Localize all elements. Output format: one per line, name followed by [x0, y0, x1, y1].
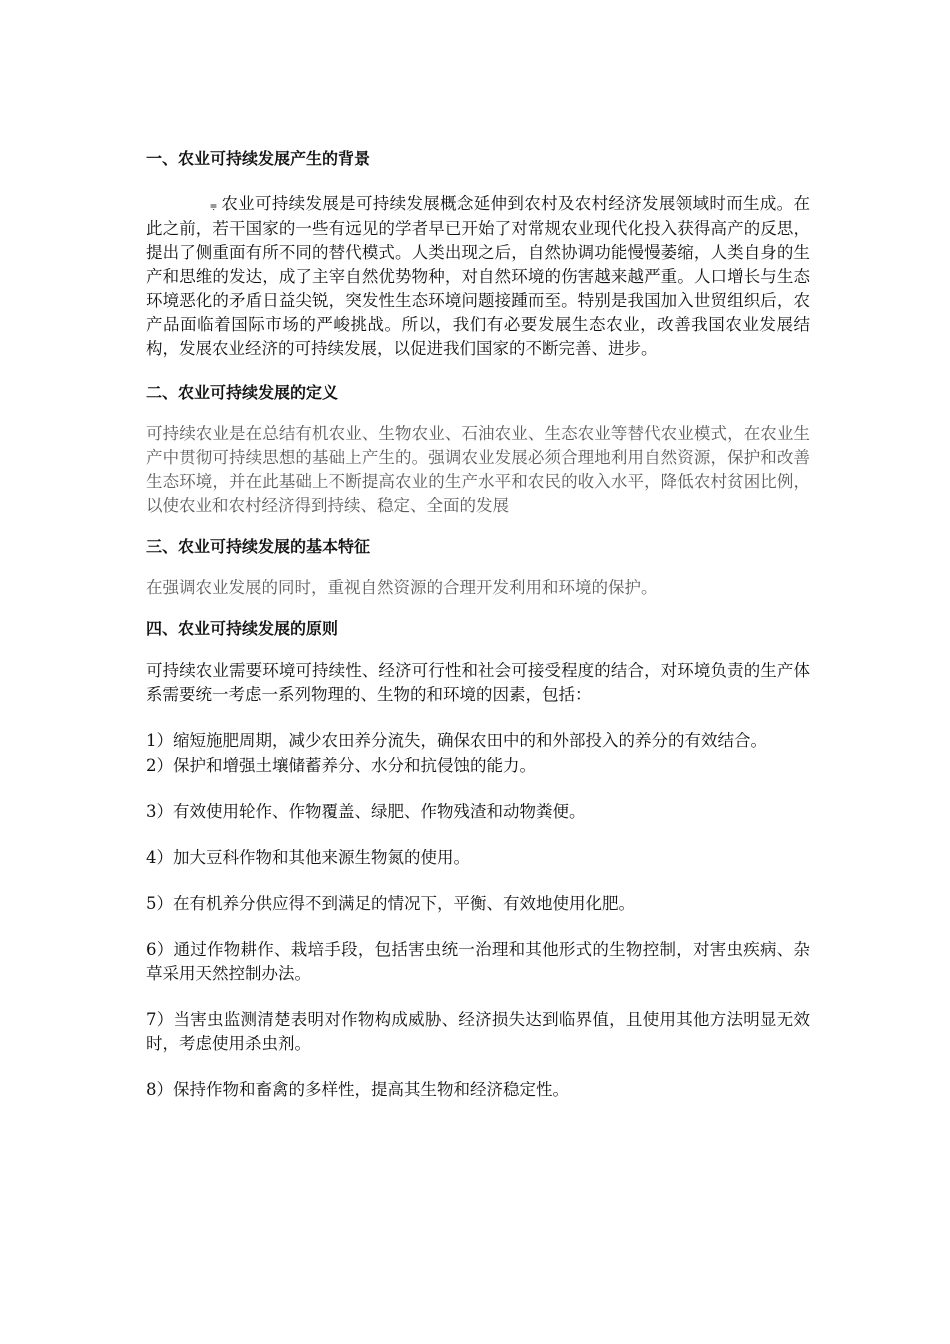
principle-item-1: 1）缩短施肥周期，减少农田养分流失，确保农田中的和外部投入的养分的有效结合。 — [146, 731, 767, 750]
principle-item-3: 3）有效使用轮作、作物覆盖、绿肥、作物残渣和动物粪便。 — [146, 802, 586, 821]
section-3-body: 在强调农业发展的同时，重视自然资源的合理开发利用和环境的保护。 — [146, 578, 658, 597]
paragraph-mark-icon: ⩦ — [210, 198, 218, 212]
principle-item-8: 8）保持作物和畜禽的多样性，提高其生物和经济稳定性。 — [146, 1080, 569, 1099]
section-4-intro: 可持续农业需要环境可持续性、经济可行性和社会可接受程度的结合，对环境负责的生产体系需要统一考虑一系列物理的、生物的和环境的因素，包括： — [146, 661, 810, 704]
principle-item-5: 5）在有机养分供应得不到满足的情况下，平衡、有效地使用化肥。 — [146, 894, 635, 913]
section-2-body: 可持续农业是在总结有机农业、生物农业、石油农业、生态农业等替代农业模式，在农业生产中贯彻可持续思想的基础上产生的。强调农业发展必须合理地利用自然资源，保护和改善生态环境，并在此基础上不断提高农业的生产水平和农民的收入水平，降低农村贫困比例，以使农业和农村经济得到持续、稳定、全面的发展 — [146, 424, 810, 515]
principle-item-4: 4）加大豆科作物和其他来源生物氮的使用。 — [146, 848, 470, 867]
section-2-heading: 二、农业可持续发展的定义 — [146, 383, 339, 402]
principle-item-2: 2）保护和增强土壤储蓄养分、水分和抗侵蚀的能力。 — [146, 756, 536, 775]
principle-item-7: 7）当害虫监测清楚表明对作物构成威胁、经济损失达到临界值，且使用其他方法明显无效时，考虑使用杀虫剂。 — [146, 1010, 810, 1053]
section-4-heading: 四、农业可持续发展的原则 — [146, 619, 339, 638]
document-content — [146, 147, 810, 1102]
principle-item-6: 6）通过作物耕作、栽培手段，包括害虫统一治理和其他形式的生物控制，对害虫疾病、杂草采用天然控制办法。 — [146, 940, 810, 983]
section-1-body — [146, 192, 810, 361]
section-1-heading: 一、农业可持续发展产生的背景 — [146, 149, 371, 168]
section-1-body-text: 农业可持续发展是可持续发展概念延伸到农村及农村经济发展领域时而生成。在此之前，若干国家的一些有远见的学者早已开始了对常规农业现代化投入获得高产的反思，提出了侧重面有所不同的替代模式。人类出现之后，自然协调功能慢慢萎缩，人类自身的生产和思维的发达，成了主宰自然优势物种，对自然环境的伤害越来越严重。人口增长与生态环境恶化的矛盾日益尖锐，突发性生态环境问题接踵而至。特别是我国加入世贸组织后，农产品面临着国际市场的严峻挑战。所以，我们有必要发展生态农业，改善我国农业发展结构，发展农业经济的可持续发展，以促进我们国家的不断完善、进步。 — [146, 194, 810, 358]
section-3-heading: 三、农业可持续发展的基本特征 — [146, 537, 371, 556]
